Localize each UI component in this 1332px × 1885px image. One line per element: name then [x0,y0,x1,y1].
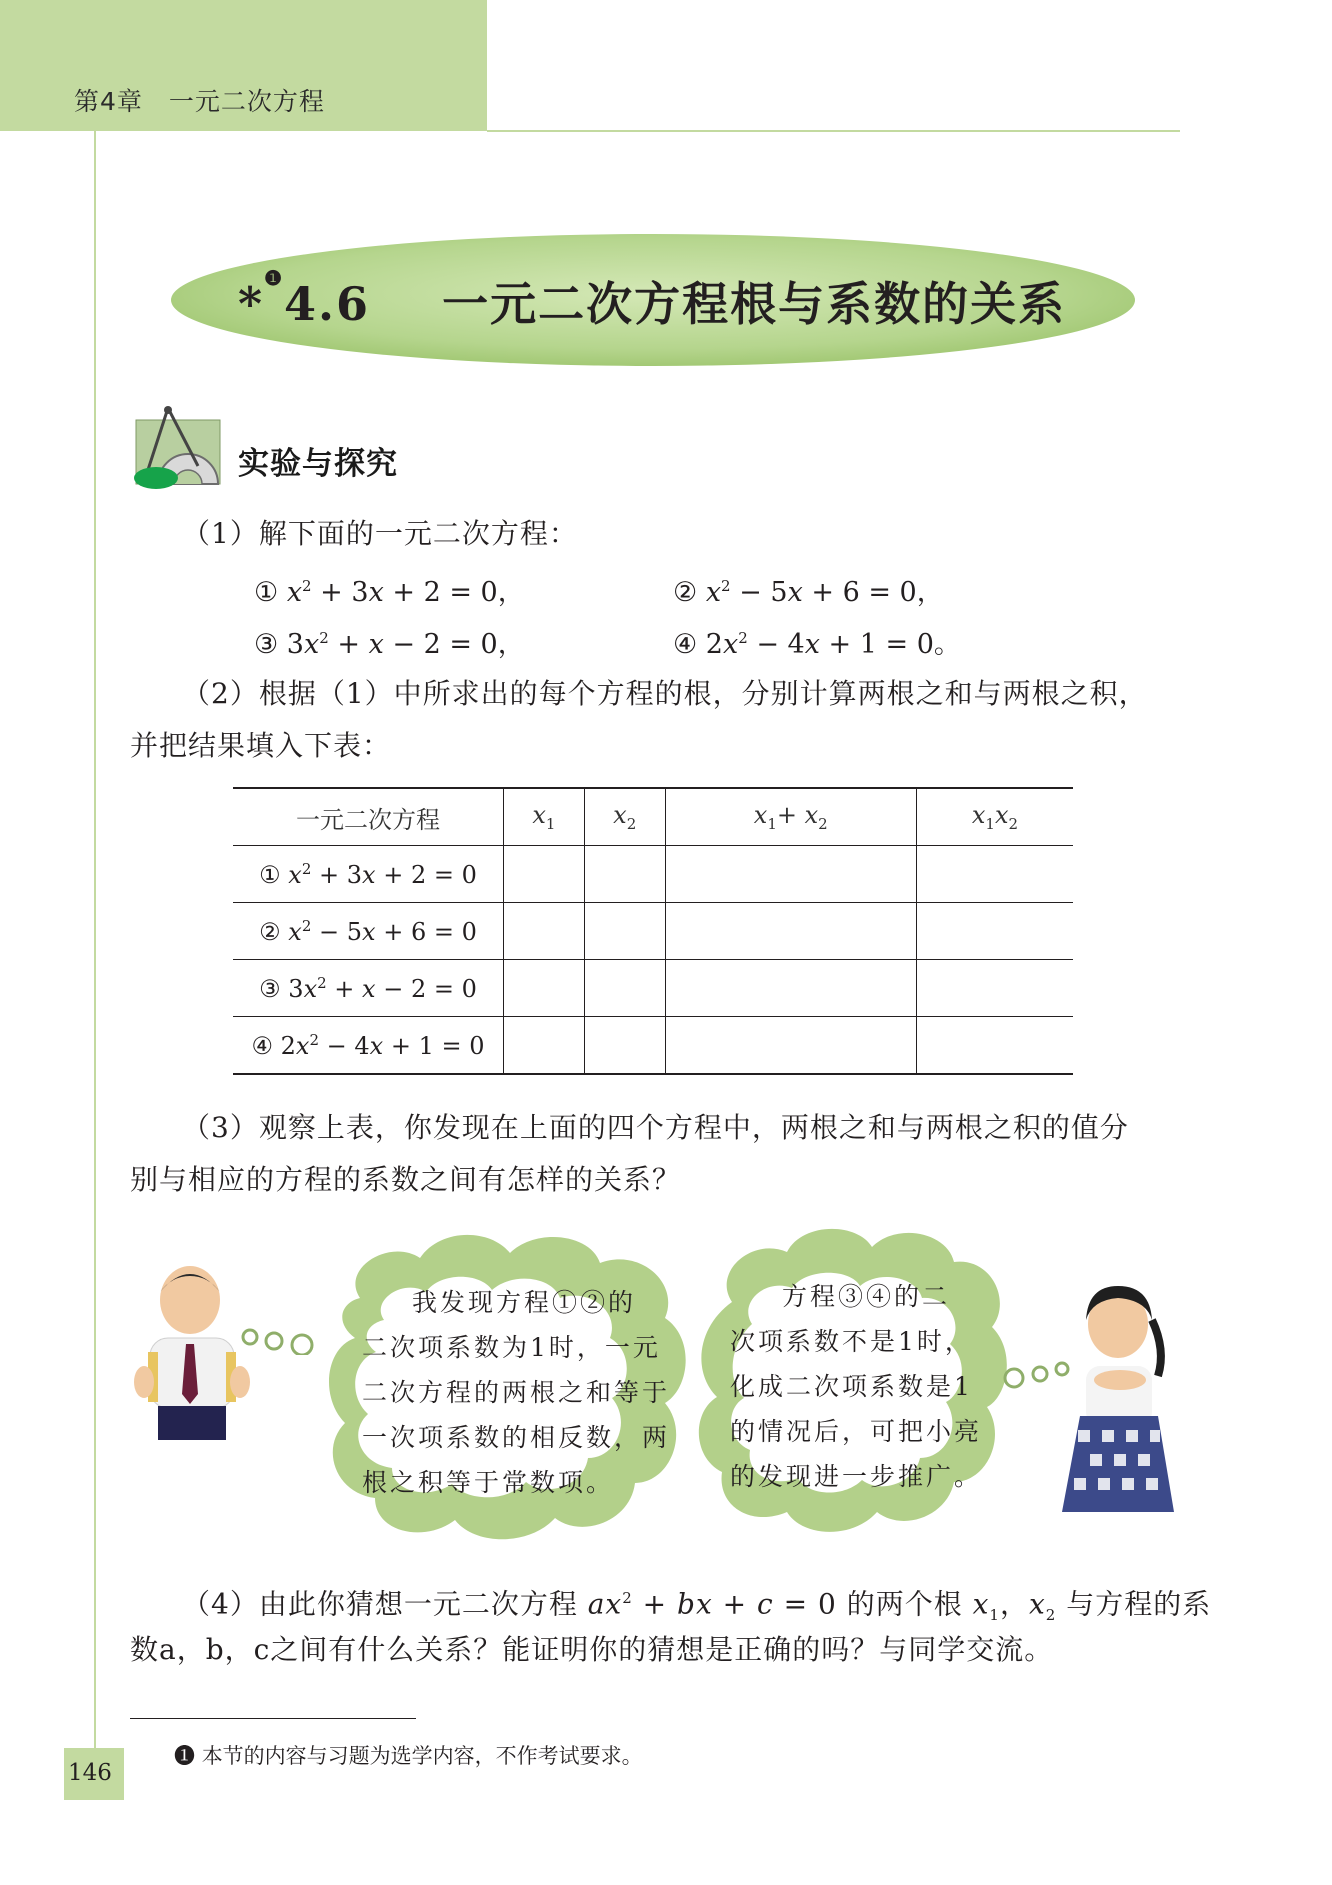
table-cell-sum[interactable] [665,846,916,903]
cloud-right-line-2: 次项系数不是1时， [730,1327,973,1356]
step4-line2: 数a，b，c之间有什么关系？能证明你的猜想是正确的吗？与同学交流。 [130,1633,1054,1666]
equation-4: ④ $2x^2 - 4x + 1 = 0$。 [673,629,961,660]
compass-protractor-icon [128,406,224,490]
cloud-right-line-4: 的情况后，可把小亮 [730,1417,983,1446]
header-rule [487,130,1180,132]
table-cell-product[interactable] [916,903,1073,960]
chapter-title: 第4章 一元二次方程 [74,87,325,116]
cloud-left-line-3: 二次方程的两根之和等于 [362,1378,671,1407]
equation-1-number: ① [254,577,279,608]
step4-text-c: 与方程的系 [1066,1587,1212,1621]
table-cell-x2[interactable] [584,903,665,960]
equation-2: ② $x^2 - 5x + 6 = 0$， [673,577,944,608]
table-header: $x_1$ [504,788,585,846]
step4-text-a: （4）由此你猜想一元二次方程 [182,1587,578,1621]
table-cell-x1[interactable] [504,1017,585,1075]
step3-line2: 别与相应的方程的系数之间有怎样的关系？ [130,1163,682,1196]
table-header-row [233,788,1073,846]
cloud-right-line-5: 的发现进一步推广。 [730,1462,983,1491]
table-cell-sum[interactable] [665,903,916,960]
table-header: 一元二次方程 [233,788,504,846]
footnote-mark: ❶ [174,1744,195,1768]
table-cell-x1[interactable] [504,846,585,903]
table-cell-x1[interactable] [504,960,585,1017]
girl-illustration [1058,1280,1178,1516]
footnote [174,1740,643,1770]
equation-4-number: ④ [673,629,698,660]
margin-rule [94,131,96,1751]
cloud-right-line-3: 化成二次项系数是1 [730,1372,973,1401]
section-number: 4.6 [284,277,371,331]
footnote-text: 本节的内容与习题为选学内容，不作考试要求。 [201,1744,643,1768]
optional-star: * [238,277,265,331]
equation-2-number: ② [673,577,698,608]
cloud-left-line-1: 我发现方程①②的 [412,1288,637,1317]
table-row [233,1017,1073,1075]
footnote-rule [130,1718,416,1719]
table-cell-equation: ④ $2x^2 - 4x + 1 = 0$ [233,1017,504,1075]
table-cell-equation: ③ $3x^2 + x - 2 = 0$ [233,960,504,1017]
table-cell-x2[interactable] [584,1017,665,1075]
table-cell-equation: ② $x^2 - 5x + 6 = 0$ [233,903,504,960]
step1-text: （1）解下面的一元二次方程： [182,517,578,550]
section-title [238,268,1066,334]
cloud-left-line-5: 根之积等于常数项。 [362,1468,615,1497]
table-row [233,846,1073,903]
step4-text-b: 的两个根 [846,1587,963,1621]
table-cell-sum[interactable] [665,960,916,1017]
explore-heading: 实验与探究 [238,446,398,482]
table-cell-x1[interactable] [504,903,585,960]
cloud-left-line-2: 二次项系数为1时，一元 [362,1333,661,1362]
table-cell-equation: ① $x^2 + 3x + 2 = 0$ [233,846,504,903]
table-cell-sum[interactable] [665,1017,916,1075]
cloud-left-line-4: 一次项系数的相反数，两 [362,1423,671,1452]
table-cell-product[interactable] [916,1017,1073,1075]
equation-3: ③ $3x^2 + x - 2 = 0$， [254,629,525,660]
step2-line1: （2）根据（1）中所求出的每个方程的根，分别计算两根之和与两根之积， [182,677,1148,710]
table-header: $x_1+ x_2$ [665,788,916,846]
table-cell-product[interactable] [916,960,1073,1017]
step2-line2: 并把结果填入下表： [130,729,392,762]
page-number: 146 [68,1760,112,1786]
equation-1: ① $x^2 + 3x + 2 = 0$， [254,577,525,608]
cloud-right-line-1: 方程③④的二 [782,1282,951,1311]
step4-line1: （4）由此你猜想一元二次方程 $ax^2$ + bx + c = 0 的两个根 $x_1$，$x_2$ 与方程的系 [182,1587,1212,1624]
thought-dots-left [240,1325,320,1355]
roots-table [233,787,1073,1075]
step3-line1: （3）观察上表，你发现在上面的四个方程中，两根之和与两根之积的值分 [182,1111,1129,1144]
table-header: $x_1x_2$ [916,788,1073,846]
table-header: $x_2$ [584,788,665,846]
table-row [233,960,1073,1017]
table-row [233,903,1073,960]
footnote-ref: ❶ [264,266,284,290]
section-name: 一元二次方程根与系数的关系 [442,277,1067,331]
boy-illustration [128,1262,256,1472]
table-cell-x2[interactable] [584,846,665,903]
equation-3-number: ③ [254,629,279,660]
table-cell-product[interactable] [916,846,1073,903]
table-cell-x2[interactable] [584,960,665,1017]
